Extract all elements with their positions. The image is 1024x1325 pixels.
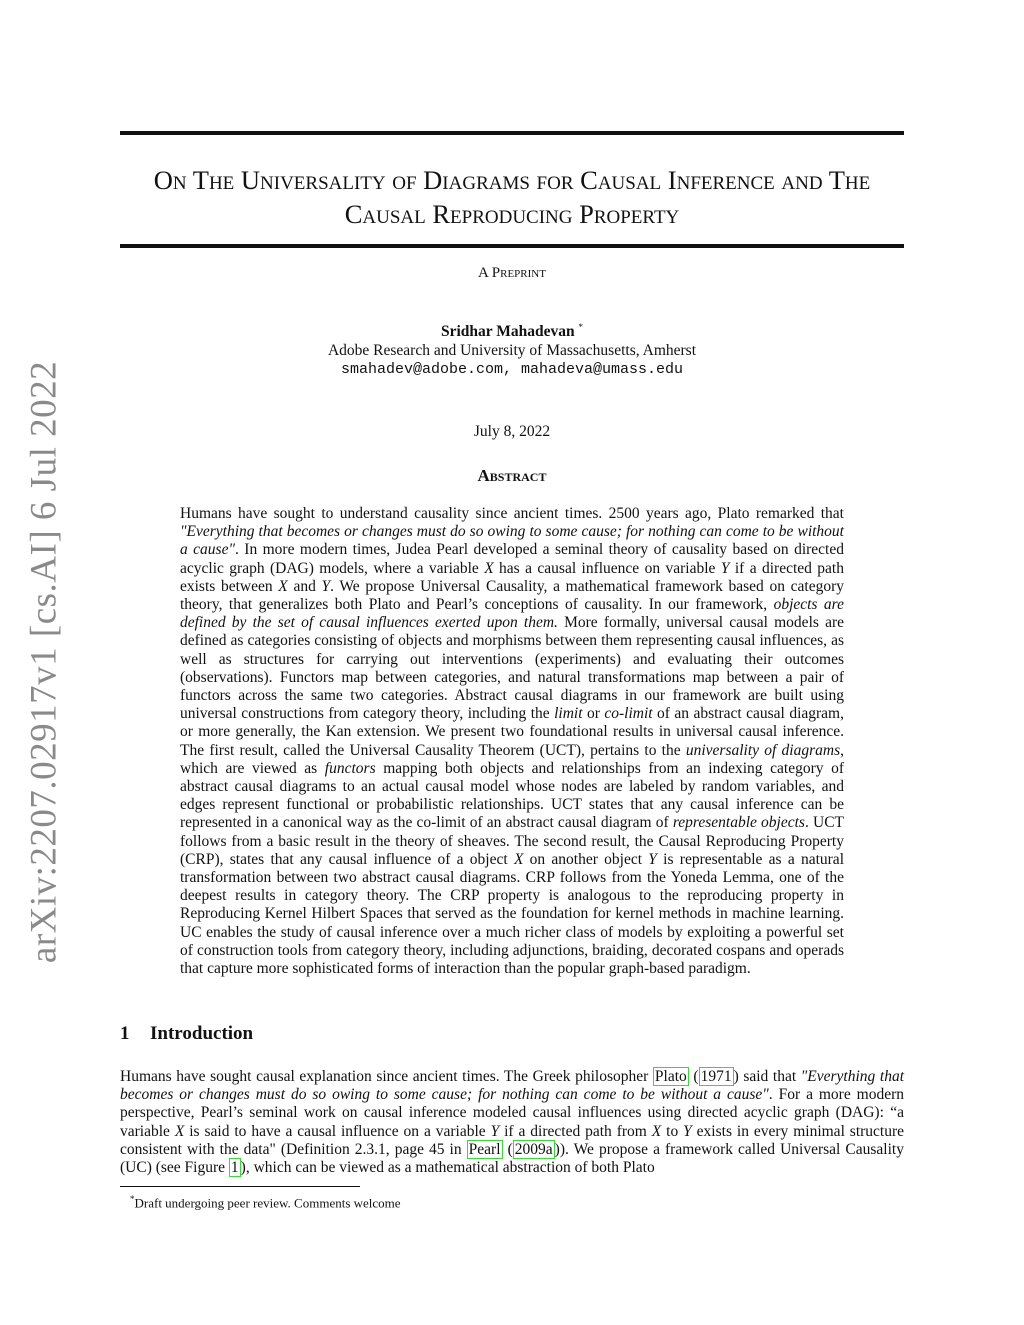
author-block xyxy=(120,318,904,379)
author-emails[interactable]: smahadev@adobe.com, mahadeva@umass.edu xyxy=(340,361,684,379)
paper-date: July 8, 2022 xyxy=(473,423,551,440)
abstract-heading: Abstract xyxy=(477,466,547,485)
preprint-label: A Preprint xyxy=(478,265,546,281)
title-bottom-rule xyxy=(120,244,904,248)
author-footnote-mark[interactable]: * xyxy=(578,322,584,332)
section-heading-introduction xyxy=(120,1023,904,1045)
section-number: 1 xyxy=(120,1023,130,1044)
footnote-text: Draft undergoing peer review. Comments welcome xyxy=(134,1195,401,1211)
title-line-2: Causal Reproducing Property xyxy=(344,199,680,229)
citation-plato-year[interactable]: 1971 xyxy=(700,1068,732,1085)
citation-pearl[interactable]: Pearl xyxy=(468,1140,501,1158)
footnote-divider xyxy=(120,1186,360,1187)
title-top-rule xyxy=(120,131,904,135)
author-affiliation: Adobe Research and University of Massachusetts, Amherst xyxy=(327,342,697,360)
title-line-1: On The Universality of Diagrams for Causal Inference and The xyxy=(153,165,871,195)
section-title: Introduction xyxy=(150,1023,254,1044)
citation-pearl-year[interactable]: 2009a xyxy=(514,1140,553,1158)
introduction-text: Humans have sought causal explanation since ancient times. The Greek philosopher Plato ( 1971 ) said that "Everything that becomes or changes must do so owing to some cause; for nothing can come to be without a cause". For a more modern perspective, Pearl’s seminal work on causal inference modeled causal influences using directed acyclic graph (DAG): “a variable X is said to have a causal influence on a variable Y if a directed path from X to Y exists in every minimal structure consistent with the data" (Definition 2.3.1, page 45 in Pearl ( 2009a )). We propose a framework called Universal Causality (UC) (see Figure 1 ), which can be viewed as a mathematical abstraction of both Plato xyxy=(120,1068,905,1177)
footnote xyxy=(130,1191,830,1211)
author-name: Sridhar Mahadevan xyxy=(440,323,575,341)
citation-plato[interactable]: Plato xyxy=(654,1068,687,1085)
arxiv-identifier[interactable]: arXiv:2207.02917v1 [cs.AI] 6 Jul 2022 xyxy=(23,360,65,964)
abstract-text: Humans have sought to understand causality since ancient times. 2500 years ago, Plato remarked that "Everything that becomes or changes must do so owing to some cause; for nothing can come to be without a cause". In more modern times, Judea Pearl developed a seminal theory of causality based on directed acyclic graph (DAG) models, where a variable X has a causal influence on variable Y if a directed path exists between X and Y. We propose Universal Causality, a mathematical framework based on category theory, that generalizes both Plato and Pearl’s conceptions of causality. In our framework, objects are defined by the set of causal influences exerted upon them. More formally, universal causal models are defined as categories consisting of objects and morphisms between them representing causal influences, as well as structures for carrying out interventions (experiments) and evaluating their outcomes (observations). Functors map between categories, and natural transformations map between a pair of functors across the same two categories. Abstract causal diagrams in our framework are built using universal constructions from category theory, including the limit or co-limit of an abstract causal diagram, or more generally, the Kan extension. We present two foundational results in universal causal inference. The first result, called the Universal Causality Theorem (UCT), pertains to the universality of diagrams, which are viewed as functors mapping both objects and relationships from an indexing category of abstract causal diagrams to an actual causal model whose nodes are labeled by random variables, and edges represent functional or probabilistic relationships. UCT states that any causal inference can be represented in a canonical way as the co-limit of an abstract causal diagram of representable objects. UCT follows from a basic result in the theory of sheaves. The second result, the Causal Reproducing Property (CRP), states that any causal influence of a object X on another object Y is representable as a natural transformation between two abstract causal diagrams. CRP follows from the Yoneda Lemma, one of the deepest results in category theory. The CRP property is analogous to the reproducing property in Reproducing Kernel Hilbert Spaces that served as the foundation for kernel methods in machine learning. UC enables the study of causal inference over a much richer class of models by exploiting a powerful set of construction tools from category theory, including adjunctions, braiding, decorated cospans and operads that capture more sophisticated forms of interaction than the popular graph-based paradigm. xyxy=(180,505,844,978)
footnote-mark: * xyxy=(130,1194,135,1204)
paper-title xyxy=(120,163,904,231)
figure-reference-link[interactable]: 1 xyxy=(230,1159,239,1177)
